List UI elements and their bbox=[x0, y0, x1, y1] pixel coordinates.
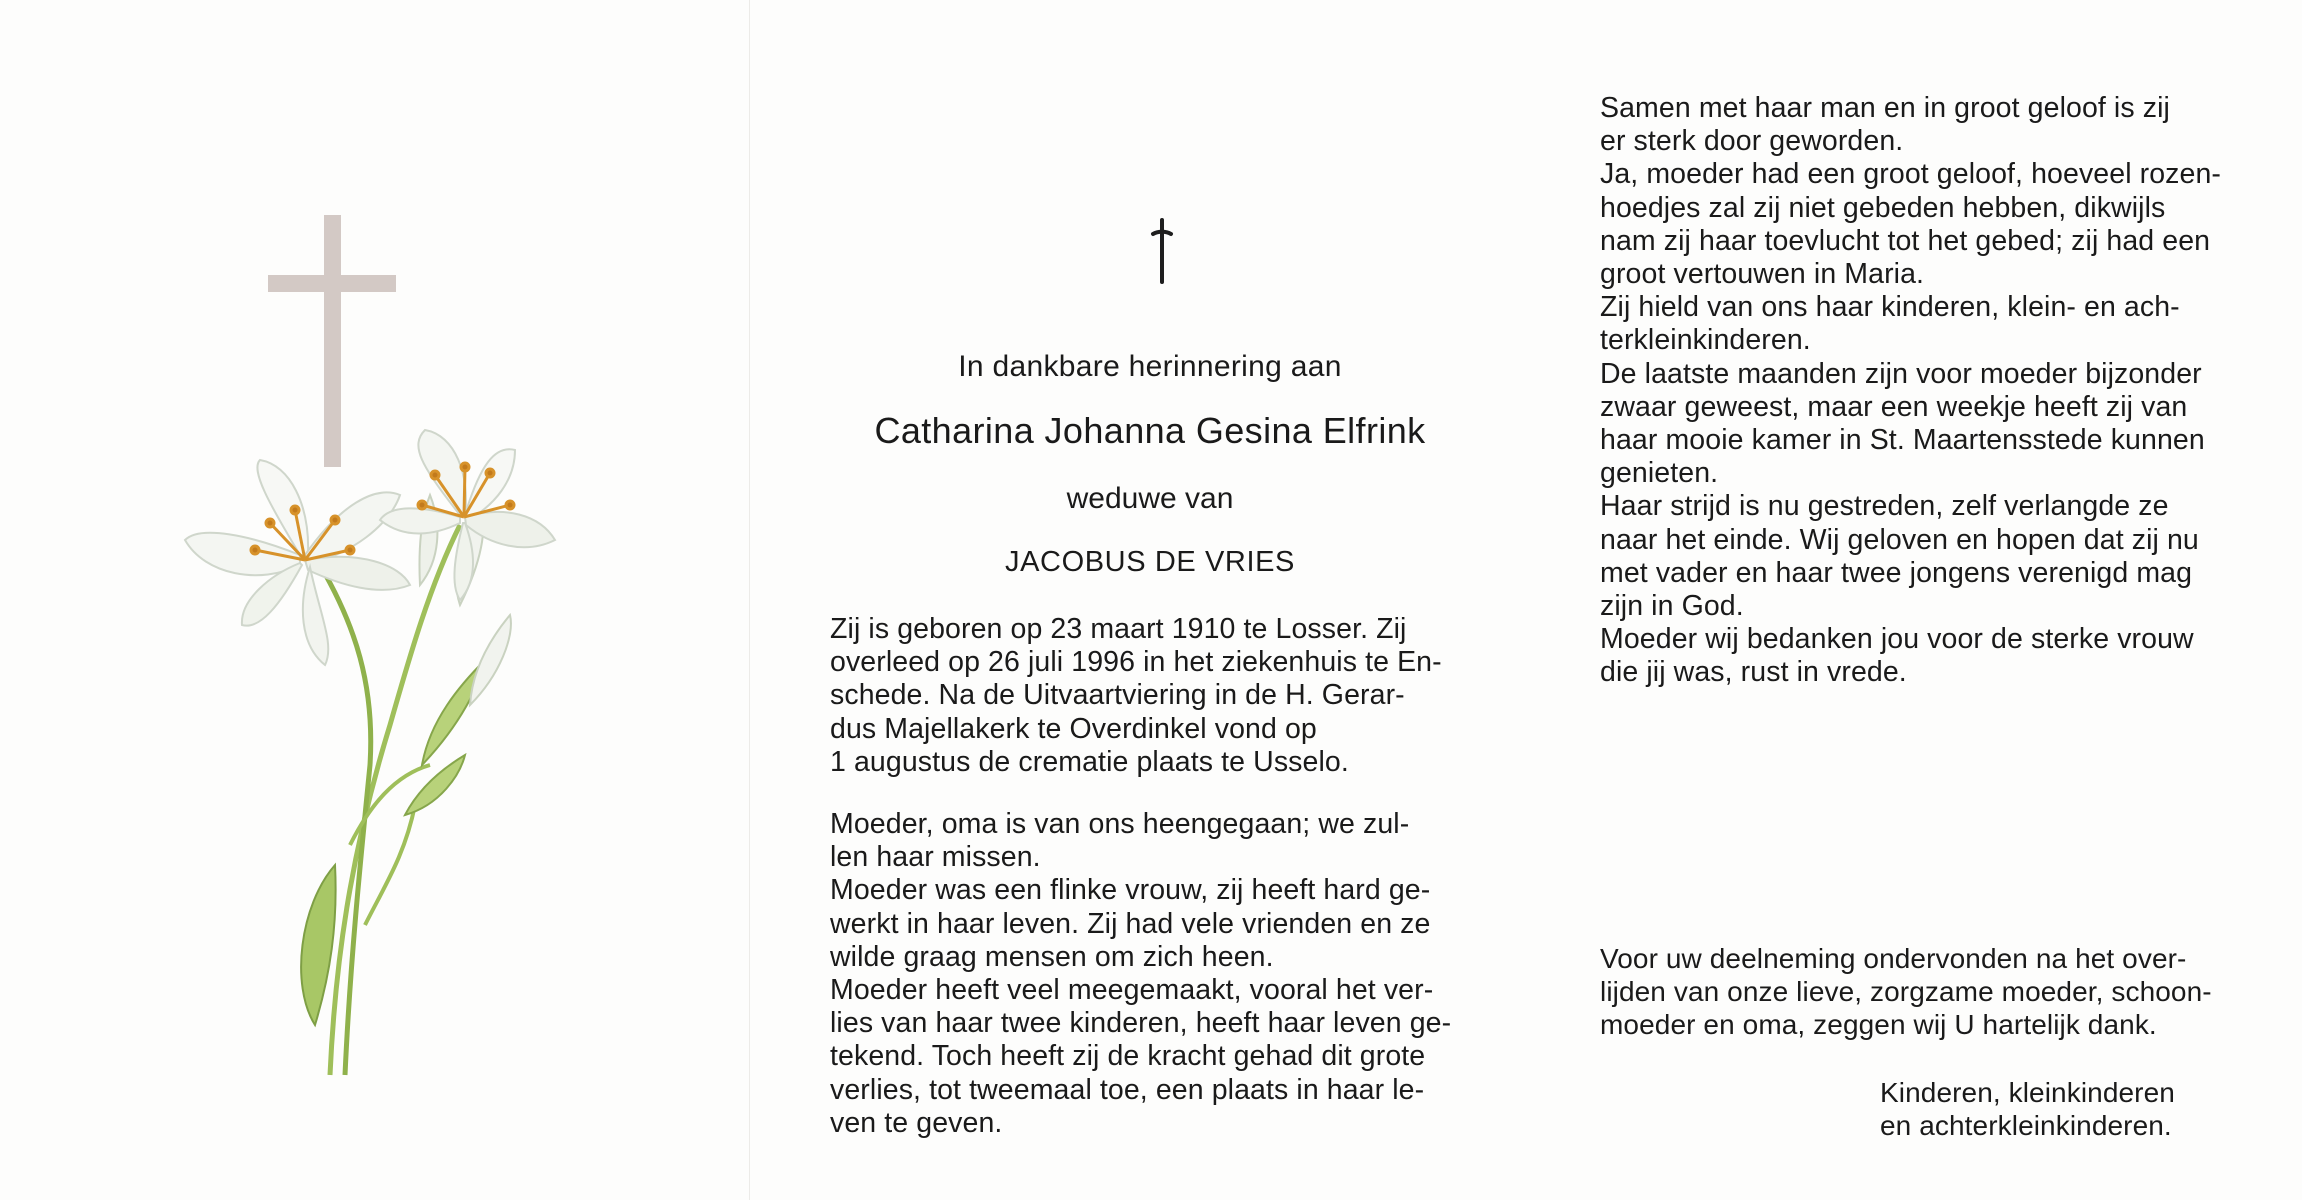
cross-lilies-icon bbox=[160, 205, 580, 1085]
widow-of-line: weduwe van bbox=[1066, 482, 1234, 515]
faith-paragraph: Samen met haar man en in groot geloof is zij er sterk door geworden. Ja, moeder had een groot geloof, hoeveel rozen- hoedjes zal zij niet gebeden hebben, dikwijls nam zij haar toevlucht tot het gebed; zij had een groot vertouwen in Maria. Zij hield van ons haar kinderen, klein- en ach- terkleinkinderen. De laatste maanden zijn voor moeder bijzonder zwaar geweest, maar een weekje heeft zij van haar mooie kamer in St. Maartensstede kunnen genieten. Haar strijd is nu gestreden, zelf verlangde ze naar het einde. Wij geloven en hopen dat zij nu met vader en haar twee jongens verenigd mag zijn in God. Moeder wij bedanken jou voor de sterke vrouw die jij was, rust in vrede. bbox=[1600, 92, 2222, 689]
left-panel bbox=[0, 0, 750, 1200]
cross-icon bbox=[1150, 218, 1174, 284]
spouse-name: JACOBUS DE VRIES bbox=[1005, 546, 1295, 578]
thanks-paragraph: Voor uw deelneming ondervonden na het over- lijden van onze lieve, zorgzame moeder, schoon- moeder en oma, zeggen wij U hartelijk dank. bbox=[1600, 943, 2212, 1041]
intro-line: In dankbare herinnering aan bbox=[958, 350, 1342, 383]
family-signature: Kinderen, kleinkinderen en achterkleinkinderen. bbox=[1880, 1077, 2175, 1142]
deceased-name: Catharina Johanna Gesina Elfrink bbox=[874, 410, 1426, 451]
biography-paragraph: Zij is geboren op 23 maart 1910 te Losser. Zij overleed op 26 juli 1996 in het ziekenhuis te En- schede. Na de Uitvaartviering in de H. Gerar- dus Majellakerk te Overdinkel vond op 1 augustus de crematie plaats te Usselo. bbox=[830, 613, 1442, 778]
tribute-paragraph: Moeder, oma is van ons heengegaan; we zul- len haar missen. Moeder was een flinke vrouw, zij heeft hard ge- werkt in haar leven. Zij had vele vrienden en ze wilde graag mensen om zich heen. Moeder heeft veel meegemaakt, vooral het ver- lies van haar twee kinderen, heeft haar leven ge- tekend. Toch heeft zij de kracht gehad dit grote verlies, tot tweemaal toe, een plaats in haar le- ven te geven. bbox=[830, 808, 1452, 1139]
